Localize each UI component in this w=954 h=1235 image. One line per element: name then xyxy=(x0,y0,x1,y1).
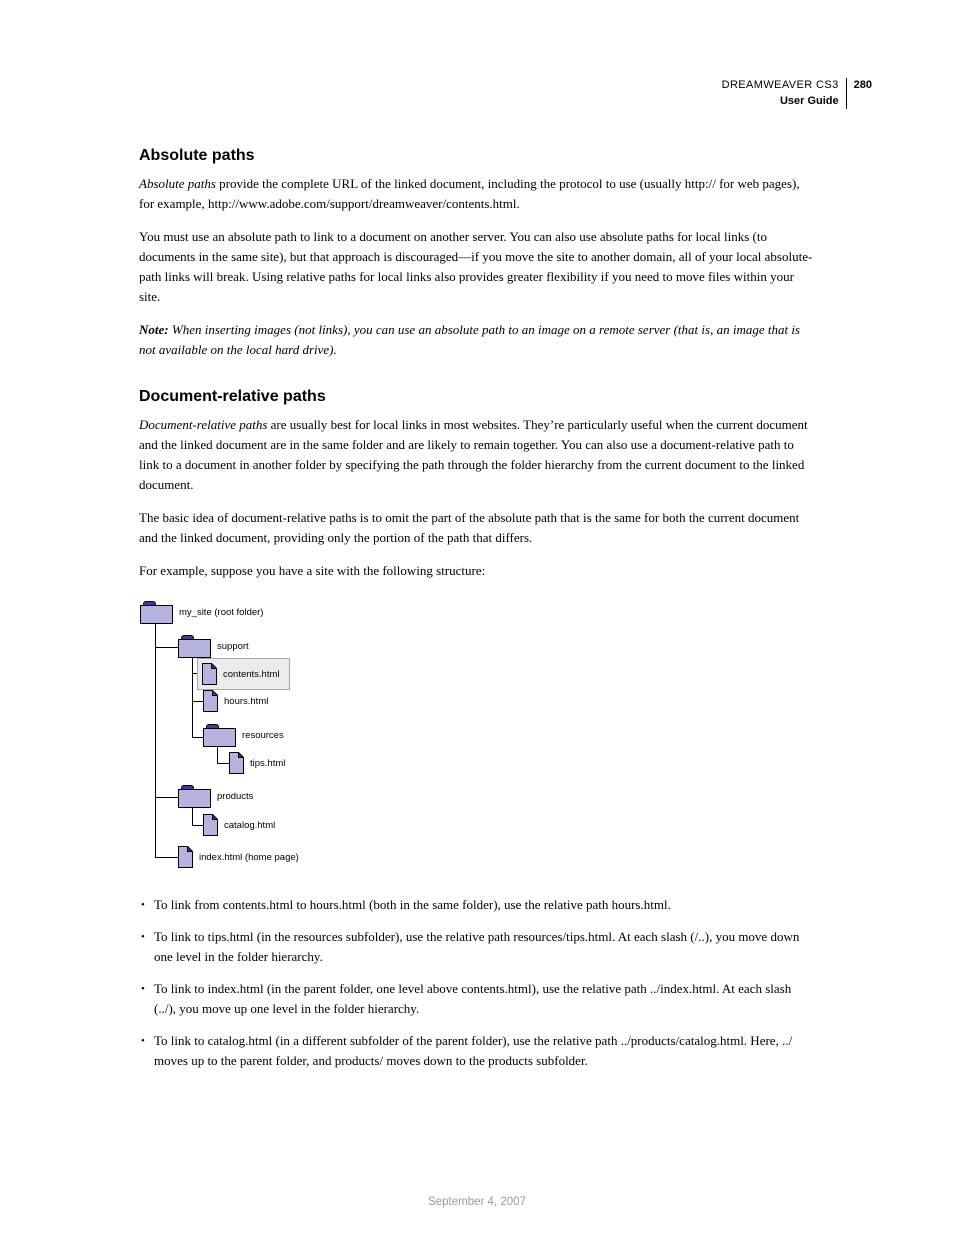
file-icon xyxy=(203,814,218,836)
paragraph: Absolute paths provide the complete URL of the linked document, including the protocol to use (usually http:// for web pages), for example, http://www.adobe.com/support/dreamweaver/contents.html. xyxy=(139,176,800,211)
guide-title: User Guide xyxy=(779,95,839,107)
tree-connector xyxy=(192,657,193,737)
file-icon xyxy=(202,663,217,685)
tree-node-hours xyxy=(203,690,268,712)
tree-connector xyxy=(155,797,178,798)
page-content xyxy=(139,146,815,1083)
list-item: • To link to catalog.html (in a different subfolder of the parent folder), use the relative path ../products/catalog.html. Here, ../ moves up to the parent folder, and products/ moves down to the products subfolder. xyxy=(139,1031,815,1071)
tree-node-resources xyxy=(203,724,284,747)
paragraph: Document-relative paths are usually best for local links in most websites. They’re particularly useful when the current document and the linked document are in the same folder and are likely to remain together. You can also use a document-relative path to link to a document in another folder by specifying the path through the folder hierarchy from the current document to the linked document. xyxy=(139,417,808,492)
tree-node-catalog xyxy=(203,814,275,836)
tree-node-label: hours.html xyxy=(224,695,269,707)
tree-connector xyxy=(217,763,229,764)
list-item: • To link to index.html (in the parent folder, one level above contents.html), use the relative path ../index.html. At each slash (../), you move up one level in the folder hierarchy. xyxy=(139,979,815,1019)
folder-icon xyxy=(178,635,211,658)
tree-connector xyxy=(155,857,178,858)
running-header xyxy=(722,78,872,109)
tree-node-tips xyxy=(229,752,285,774)
tree-node-label: tips.html xyxy=(250,757,286,769)
tree-node-label: support xyxy=(217,641,249,652)
tree-connector xyxy=(192,701,203,702)
tree-connector xyxy=(155,647,178,648)
tree-node-label: products xyxy=(217,791,254,802)
tree-connector xyxy=(192,825,203,826)
tree-node-label: my_site (root folder) xyxy=(179,607,264,618)
tree-node-label: catalog.html xyxy=(224,819,276,831)
section-title-absolute-paths: Absolute paths xyxy=(139,147,255,164)
tree-node-index xyxy=(178,846,299,868)
tree-connector xyxy=(192,806,193,825)
site-structure-diagram xyxy=(139,595,499,879)
list-item: • To link from contents.html to hours.html (both in the same folder), use the relative path hours.html. xyxy=(139,895,815,915)
tree-node-support xyxy=(178,635,249,658)
tree-node-label: index.html (home page) xyxy=(199,851,299,863)
tree-connector xyxy=(192,737,203,738)
tree-node-label: contents.html xyxy=(223,668,280,680)
file-icon xyxy=(178,846,193,868)
tree-node-my-site xyxy=(140,601,263,624)
paragraph: The basic idea of document-relative paths is to omit the part of the absolute path that is the same for both the current document and the linked document, providing only the portion of the path that differs. xyxy=(139,510,800,545)
tree-connector xyxy=(217,746,218,763)
page-number: 280 xyxy=(853,79,872,91)
tree-node-label: resources xyxy=(242,730,284,741)
tree-node-contents-highlight xyxy=(197,658,290,690)
folder-icon xyxy=(203,724,236,747)
relative-path-examples-list xyxy=(139,895,815,1071)
folder-icon xyxy=(140,601,173,624)
tree-connector xyxy=(155,624,156,857)
file-icon xyxy=(229,752,244,774)
product-title: DREAMWEAVER CS3 xyxy=(721,79,839,91)
note-paragraph: Note: When inserting images (not links), you can use an absolute path to an image on a remote server (that is, an image that is not available on the local hard drive). xyxy=(139,322,800,357)
paragraph: You must use an absolute path to link to a document on another server. You can also use absolute paths for local links (to documents in the same site), but that approach is discouraged—if you move the site to another domain, all of your local absolute-path links will break. Using relative paths for local links also provides greater flexibility if you need to move files within your site. xyxy=(139,229,813,304)
paragraph: For example, suppose you have a site with the following structure: xyxy=(139,563,486,578)
page-footer xyxy=(0,1196,954,1208)
list-item: • To link to tips.html (in the resources subfolder), use the relative path resources/tips.html. At each slash (/..), you move down one level in the folder hierarchy. xyxy=(139,927,815,967)
footer-date: September 4, 2007 xyxy=(428,1196,526,1208)
section-title-document-relative-paths: Document-relative paths xyxy=(139,388,326,405)
file-icon xyxy=(203,690,218,712)
tree-node-products xyxy=(178,785,253,808)
folder-icon xyxy=(178,785,211,808)
